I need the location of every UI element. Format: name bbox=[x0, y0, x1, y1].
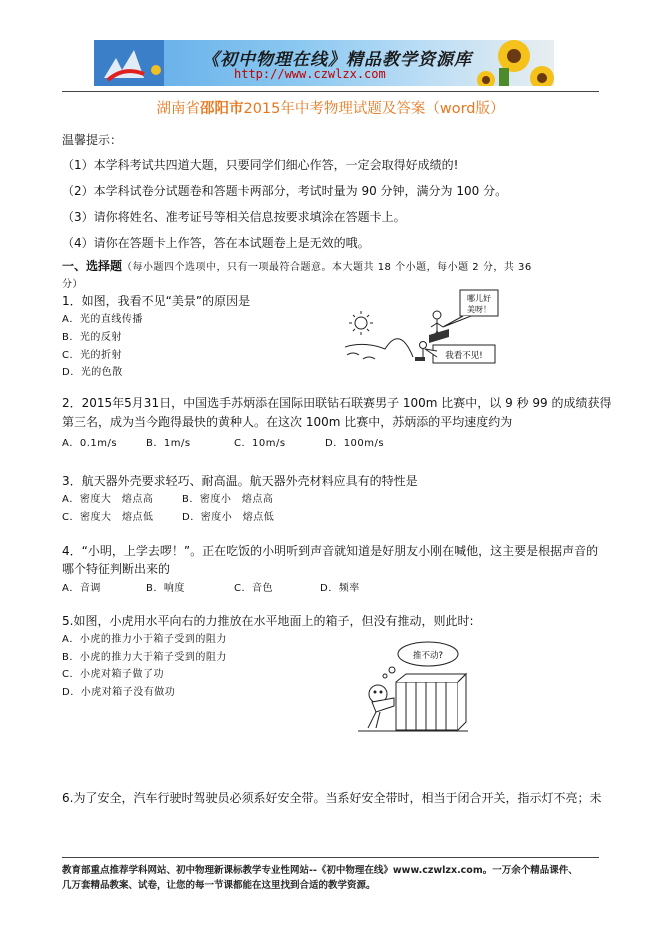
tips-heading: 温馨提示： bbox=[62, 133, 123, 147]
title-rest: 2015年中考物理试题及答案（word版） bbox=[243, 101, 505, 117]
q6-stem: 6.为了安全，汽车行驶时驾驶员必须系好安全带。当系好安全带时，相当于闭合开关，指示灯不亮；未 bbox=[62, 791, 602, 805]
tip-1: （1）本学科考试共四道大题，只要同学们细心作答，一定会取得好成绩的! bbox=[62, 158, 459, 172]
section-note: （每小题四个选项中，只有一项最符合题意。本大题共 18 个小题，每小题 2 分，共 36 bbox=[122, 262, 532, 273]
header-banner bbox=[94, 40, 554, 86]
tip-3: （3）请你将姓名、准考证号等相关信息按要求填涂在答题卡上。 bbox=[62, 210, 406, 224]
logo-dot-icon bbox=[151, 65, 161, 75]
title-prefix: 湖南省 bbox=[156, 101, 200, 117]
footer-line1: 教育部重点推荐学科网站、初中物理新课标教学专业性网站--《初中物理在线》www.czwlzx.com。一万余个精品课件、 bbox=[62, 865, 578, 876]
q5-stem: 5.如图，小虎用水平向右的力推放在水平地面上的箱子，但没有推动，则此时: bbox=[62, 614, 474, 628]
q4-stem-line1: 4．“小明，上学去啰！”。正在吃饭的小明听到声音就知道是好朋友小刚在喊他，这主要是根据声音的 bbox=[62, 544, 599, 558]
q2-stem-line1: 2．2015年5月31日，中国选手苏炳添在国际田联钻石联赛男子 100m 比赛中，以 9 秒 99 的成绩获得 bbox=[62, 396, 612, 410]
q5-bubble-text: 推不动? bbox=[412, 651, 444, 661]
section-title: 一、选择题 bbox=[62, 259, 123, 273]
q5-option-a: A．小虎的推力小于箱子受到的阻力 bbox=[62, 634, 227, 645]
section-note-cont: 分） bbox=[62, 279, 83, 290]
q1-stem: 1．如图，我看不见“美景”的原因是 bbox=[62, 294, 251, 308]
q1-option-b: B．光的反射 bbox=[62, 332, 122, 343]
crate-icon bbox=[396, 674, 466, 730]
birds-icon bbox=[347, 353, 375, 359]
q5-figure bbox=[358, 636, 470, 734]
q2-option-d: D．100m/s bbox=[325, 438, 385, 449]
q1-bubble2-text: 我看不见! bbox=[445, 351, 483, 361]
tip-2: （2）本学科试卷分试题卷和答题卡两部分，考试时量为 90 分钟，满分为 100 分。 bbox=[62, 184, 508, 198]
page-title bbox=[0, 97, 661, 118]
sun-icon bbox=[349, 311, 373, 335]
q4-stem-line2: 哪个特征判断出来的 bbox=[62, 562, 171, 576]
q5-option-c: C．小虎对箱子做了功 bbox=[62, 669, 164, 680]
section-heading bbox=[62, 257, 532, 274]
sunflower-icon bbox=[477, 40, 554, 86]
footer-line2: 几万套精品教案、试卷，让您的每一节课都能在这里找到合适的教学资源。 bbox=[62, 880, 376, 891]
platform-icon bbox=[429, 329, 449, 343]
q3-option-c: C．密度大 熔点低 bbox=[62, 512, 154, 523]
mountain-icon bbox=[345, 339, 413, 357]
tip-4: （4）请你在答题卡上作答，答在本试题卷上是无效的哦。 bbox=[62, 236, 370, 250]
q4-option-b: B．响度 bbox=[146, 583, 185, 594]
q1-option-a: A．光的直线传播 bbox=[62, 314, 143, 325]
banner-title: 《初中物理在线》精品教学资源库 bbox=[202, 50, 472, 70]
footer-divider bbox=[62, 857, 599, 858]
q1-option-d: D．光的色散 bbox=[62, 367, 123, 378]
q2-option-a: A．0.1m/s bbox=[62, 438, 118, 449]
q1-bubble1-line2: 美呀！ bbox=[467, 305, 491, 314]
q2-option-b: B．1m/s bbox=[146, 438, 191, 449]
q5-option-b: B．小虎的推力大于箱子受到的阻力 bbox=[62, 652, 227, 663]
q1-option-c: C．光的折射 bbox=[62, 350, 122, 361]
q4-option-d: D．频率 bbox=[320, 583, 360, 594]
title-city: 邵阳市 bbox=[199, 101, 244, 117]
header-divider bbox=[62, 91, 599, 92]
q2-stem-line2: 第三名，成为当今跑得最快的黄种人。在这次 100m 比赛中，苏炳添的平均速度约为 bbox=[62, 415, 513, 429]
q4-option-c: C．音色 bbox=[234, 583, 273, 594]
q4-option-a: A．音调 bbox=[62, 583, 101, 594]
q1-bubble1-line1: 哪儿好 bbox=[467, 294, 491, 303]
q3-option-a: A．密度大 熔点高 bbox=[62, 494, 154, 505]
q5-option-d: D．小虎对箱子没有做功 bbox=[62, 687, 176, 698]
banner-url: http://www.czwlzx.com bbox=[234, 67, 386, 81]
boy-icon bbox=[368, 685, 394, 728]
q3-stem: 3．航天器外壳要求轻巧、耐高温。航天器外壳材料应具有的特性是 bbox=[62, 474, 418, 488]
q3-option-b: B．密度小 熔点高 bbox=[182, 494, 274, 505]
q2-option-c: C．10m/s bbox=[234, 438, 286, 449]
q3-option-d: D．密度小 熔点低 bbox=[182, 512, 275, 523]
q1-figure bbox=[345, 285, 505, 370]
